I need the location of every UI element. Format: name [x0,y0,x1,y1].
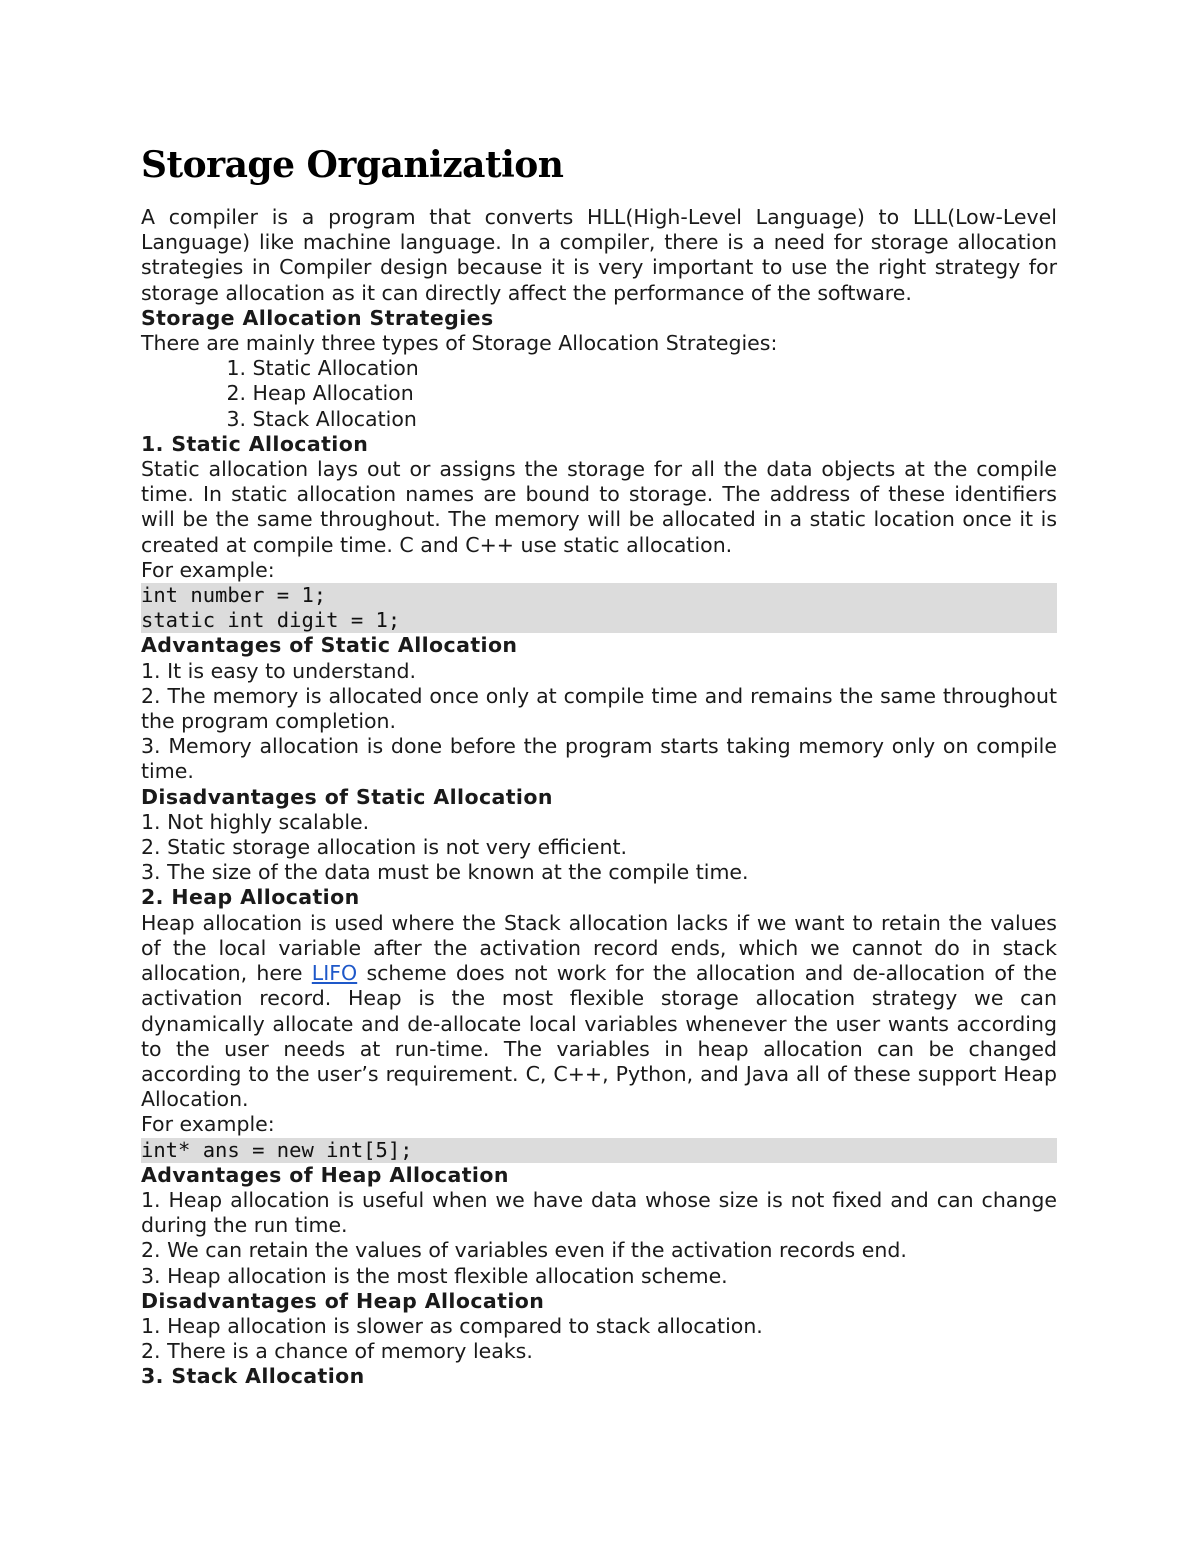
heap-disadvantages-heading: Disadvantages of Heap Allocation [141,1288,545,1313]
list-item: 3. The size of the data must be known at the compile time. [141,860,749,885]
list-item: 2. The memory is allocated once only at compile time and remains the same throughout the program completion. [141,683,1057,734]
document-page [141,140,1057,1390]
list-item: 3. Stack Allocation [226,406,417,431]
strategies-heading: Storage Allocation Strategies [141,305,494,330]
list-item: 1. Static Allocation [226,356,419,381]
list-item: 1. Heap allocation is useful when we have data whose size is not fixed and can change during the run time. [141,1187,1057,1238]
code-line: static int digit = 1; [141,608,401,633]
strategies-lead: There are mainly three types of Storage Allocation Strategies: [141,331,778,356]
static-body: Static allocation lays out or assigns the storage for all the data objects at the compile time. In static allocation names are bound to storage. The address of these identifiers will be the same throughout. The memory will be allocated in a static location once it is created at compile time. C and C++ use static allocation. [141,457,1057,557]
list-item: 1. Not highly scalable. [141,809,370,834]
static-heading: 1. Static Allocation [141,431,369,456]
heap-code-block [141,1138,1057,1163]
list-item: 1. It is easy to understand. [141,658,417,683]
static-advantages-heading: Advantages of Static Allocation [141,633,518,658]
list-item: 2. We can retain the values of variables even if the activation records end. [141,1238,907,1263]
list-item: 3. Memory allocation is done before the program starts taking memory only on compile time. [141,734,1057,784]
list-item: 1. Heap allocation is slower as compared to stack allocation. [141,1313,763,1338]
code-line: int number = 1; [141,583,327,608]
heap-advantages-heading: Advantages of Heap Allocation [141,1162,509,1187]
heap-example-label: For example: [141,1112,275,1137]
stack-heading: 3. Stack Allocation [141,1364,365,1389]
list-item: 2. There is a chance of memory leaks. [141,1339,533,1364]
static-disadvantages-heading: Disadvantages of Static Allocation [141,784,553,809]
list-item: 3. Heap allocation is the most flexible allocation scheme. [141,1263,728,1288]
list-item: 2. Static storage allocation is not very efficient. [141,835,628,860]
static-code-block [141,583,1057,633]
lifo-link[interactable]: LIFO [311,961,358,986]
heap-body: Heap allocation is used where the Stack allocation lacks if we want to retain the values of the local variable after the activation record ends, which we cannot do in stack allocation, here LIFO scheme does not work for the allocation and de-allocation of the activation record. Heap is the most flexible storage allocation strategy we can dynamically allocate and de-allocate local variables whenever the user wants according to the user needs at run-time. The variables in heap allocation can be changed according to the user’s requirement. C, C++, Python, and Java all of these support Heap Allocation. [141,910,1057,1112]
list-item: 2. Heap Allocation [226,381,414,406]
intro-paragraph: A compiler is a program that converts HLL(High-Level Language) to LLL(Low-Level Language) like machine language. In a compiler, there is a need for storage allocation strategies in Compiler design because it is very important to use the right strategy for storage allocation as it can directly affect the performance of the software. [141,205,1057,305]
static-example-label: For example: [141,557,275,582]
code-line: int* ans = new int[5]; [141,1137,413,1162]
heap-heading: 2. Heap Allocation [141,885,360,910]
page-title: Storage Organization [141,144,564,186]
strategies-list [141,356,1057,432]
